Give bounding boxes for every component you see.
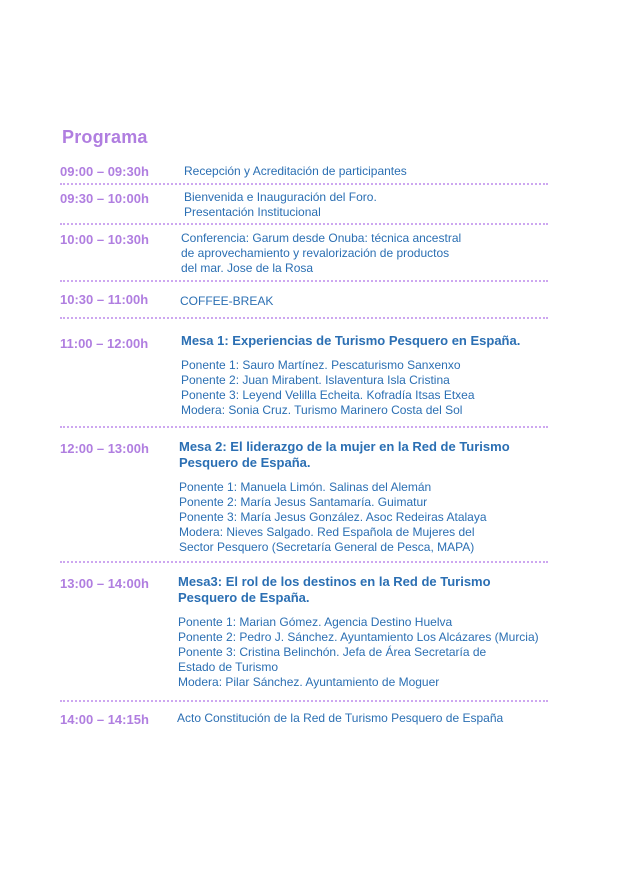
speaker-line: Modera: Pilar Sánchez. Ayuntamiento de Moguer xyxy=(178,675,440,689)
speaker-line: Ponente 1: Marian Gómez. Agencia Destino Huelva xyxy=(178,615,453,629)
panel-title xyxy=(181,333,520,349)
panel-title-line: Pesquero de España. xyxy=(178,590,310,605)
speaker-line: Modera: Nieves Salgado. Red Española de Mujeres del xyxy=(179,525,475,539)
schedule-description xyxy=(181,333,520,418)
schedule-time: 10:00 – 10:30h xyxy=(60,232,149,247)
panel-title-line: Mesa 2: El liderazgo de la mujer en la Red de Turismo xyxy=(179,439,510,454)
schedule-time: 10:30 – 11:00h xyxy=(60,292,149,307)
speaker-line: Ponente 2: María Jesus Santamaría. Guimatur xyxy=(179,495,428,509)
description-line: Acto Constitución de la Red de Turismo Pesquero de España xyxy=(177,711,504,725)
schedule-description xyxy=(179,439,510,555)
description-line: de aprovechamiento y revalorización de productos xyxy=(181,246,450,260)
schedule-description xyxy=(181,231,461,276)
speaker-line: Ponente 3: María Jesus González. Asoc Redeiras Atalaya xyxy=(179,510,487,524)
schedule-time: 09:00 – 09:30h xyxy=(60,164,149,179)
description-line: Bienvenida e Inauguración del Foro. xyxy=(184,190,377,204)
dotted-divider xyxy=(60,223,548,225)
speaker-line: Ponente 2: Juan Mirabent. Islaventura Isla Cristina xyxy=(181,373,450,387)
speaker-line: Ponente 3: Cristina Belinchón. Jefa de Área Secretaría de xyxy=(178,645,487,659)
speaker-line: Ponente 1: Manuela Limón. Salinas del Alemán xyxy=(179,480,432,494)
speaker-line: Estado de Turismo xyxy=(178,660,279,674)
schedule-description xyxy=(178,574,539,690)
page-title: Programa xyxy=(62,127,148,147)
speaker-line: Ponente 1: Sauro Martínez. Pescaturismo Sanxenxo xyxy=(181,358,461,372)
dotted-divider xyxy=(60,426,548,428)
dotted-divider xyxy=(60,183,548,185)
description-line: COFFEE-BREAK xyxy=(180,294,274,308)
speaker-line: Modera: Sonia Cruz. Turismo Marinero Costa del Sol xyxy=(181,403,463,417)
dotted-divider xyxy=(60,700,548,702)
speaker-line: Sector Pesquero (Secretaría General de Pesca, MAPA) xyxy=(179,540,475,554)
speaker-line: Ponente 3: Leyend Velilla Echeita. Kofradía Itsas Etxea xyxy=(181,388,475,402)
panel-title xyxy=(179,439,510,471)
schedule-time: 12:00 – 13:00h xyxy=(60,441,149,456)
panel-title-line: Mesa 1: Experiencias de Turismo Pesquero en España. xyxy=(181,333,521,348)
description-line: del mar. Jose de la Rosa xyxy=(181,261,314,275)
description-line: Recepción y Acreditación de participantes xyxy=(184,164,407,178)
panel-title-line: Mesa3: El rol de los destinos en la Red de Turismo xyxy=(178,574,491,589)
schedule-time: 09:30 – 10:00h xyxy=(60,191,149,206)
panel-title-line: Pesquero de España. xyxy=(179,455,311,470)
schedule-description xyxy=(177,711,503,726)
schedule-description xyxy=(180,294,273,309)
dotted-divider xyxy=(60,317,548,319)
schedule-time: 14:00 – 14:15h xyxy=(60,712,149,727)
panel-title xyxy=(178,574,539,606)
dotted-divider xyxy=(60,280,548,282)
dotted-divider xyxy=(60,561,548,563)
description-line: Conferencia: Garum desde Onuba: técnica ancestral xyxy=(181,231,462,245)
schedule-time: 13:00 – 14:00h xyxy=(60,576,149,591)
description-line: Presentación Institucional xyxy=(184,205,321,219)
schedule-description xyxy=(184,190,377,220)
schedule-time: 11:00 – 12:00h xyxy=(60,336,149,351)
speaker-line: Ponente 2: Pedro J. Sánchez. Ayuntamiento Los Alcázares (Murcia) xyxy=(178,630,539,644)
schedule-description xyxy=(184,164,407,179)
